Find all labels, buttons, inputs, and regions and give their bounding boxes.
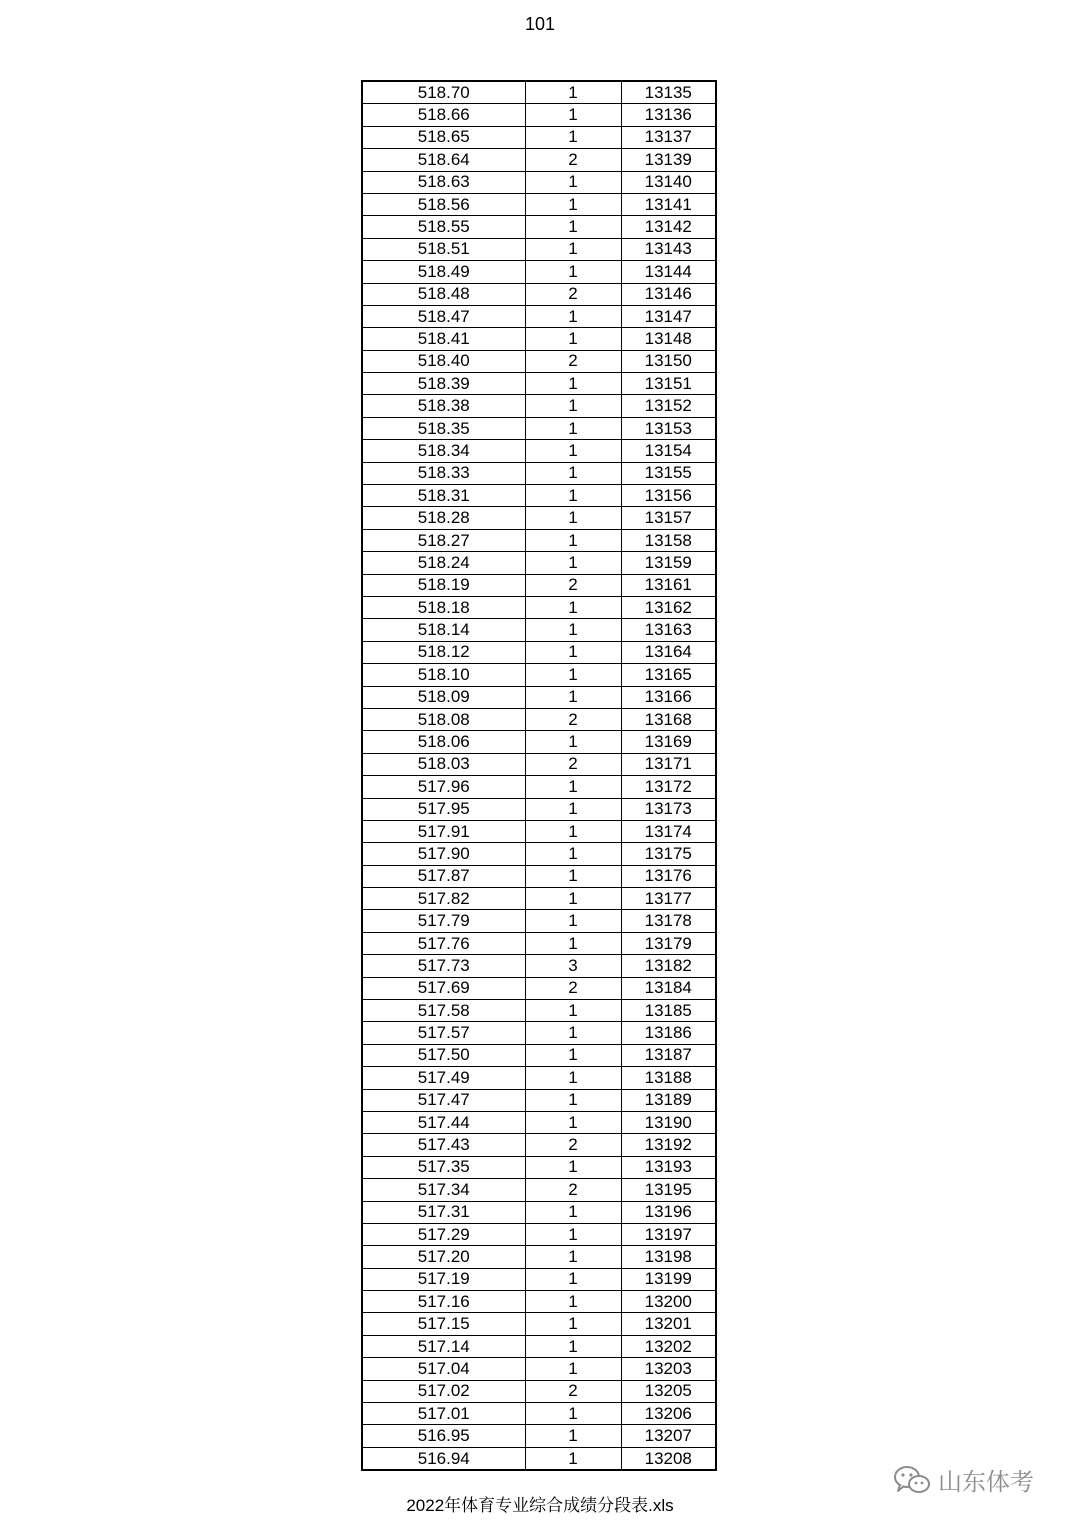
table-row: [362, 1156, 716, 1178]
count-cell: 1: [525, 1313, 621, 1335]
table-row: [362, 888, 716, 910]
cumulative-cell: 13190: [621, 1111, 716, 1133]
count-cell: 1: [525, 552, 621, 574]
score-cell: 517.04: [362, 1358, 525, 1380]
score-cell: 518.55: [362, 216, 525, 238]
cumulative-cell: 13207: [621, 1425, 716, 1447]
count-cell: 1: [525, 417, 621, 439]
table-row: [362, 731, 716, 753]
score-cell: 516.95: [362, 1425, 525, 1447]
count-cell: 1: [525, 731, 621, 753]
cumulative-cell: 13197: [621, 1223, 716, 1245]
table-row: [362, 238, 716, 260]
cumulative-cell: 13144: [621, 261, 716, 283]
cumulative-cell: 13173: [621, 798, 716, 820]
count-cell: 1: [525, 261, 621, 283]
table-row: [362, 305, 716, 327]
score-cell: 517.57: [362, 1022, 525, 1044]
table-row: [362, 395, 716, 417]
cumulative-cell: 13193: [621, 1156, 716, 1178]
table-row: [362, 1044, 716, 1066]
score-cell: 517.50: [362, 1044, 525, 1066]
count-cell: 2: [525, 574, 621, 596]
cumulative-cell: 13162: [621, 596, 716, 618]
cumulative-cell: 13172: [621, 776, 716, 798]
count-cell: 1: [525, 843, 621, 865]
table-row: [362, 910, 716, 932]
score-cell: 518.34: [362, 440, 525, 462]
table-row: [362, 1447, 716, 1470]
score-cell: 517.47: [362, 1089, 525, 1111]
table-row: [362, 1246, 716, 1268]
score-cell: 518.24: [362, 552, 525, 574]
score-cell: 518.70: [362, 81, 525, 104]
score-cell: 518.47: [362, 305, 525, 327]
cumulative-cell: 13147: [621, 305, 716, 327]
table-row: [362, 1089, 716, 1111]
score-cell: 518.18: [362, 596, 525, 618]
score-cell: 518.03: [362, 753, 525, 775]
cumulative-cell: 13187: [621, 1044, 716, 1066]
table-row: [362, 126, 716, 148]
score-cell: 517.15: [362, 1313, 525, 1335]
count-cell: 1: [525, 193, 621, 215]
cumulative-cell: 13150: [621, 350, 716, 372]
score-cell: 517.14: [362, 1335, 525, 1357]
count-cell: 1: [525, 485, 621, 507]
score-cell: 518.40: [362, 350, 525, 372]
score-cell: 517.16: [362, 1291, 525, 1313]
table-row: [362, 1291, 716, 1313]
score-cell: 517.19: [362, 1268, 525, 1290]
score-cell: 518.66: [362, 104, 525, 126]
table-row: [362, 1335, 716, 1357]
cumulative-cell: 13146: [621, 283, 716, 305]
table-row: [362, 977, 716, 999]
count-cell: 1: [525, 216, 621, 238]
table-row: [362, 820, 716, 842]
score-cell: 518.65: [362, 126, 525, 148]
table-row: [362, 1380, 716, 1402]
cumulative-cell: 13169: [621, 731, 716, 753]
table-row: [362, 1179, 716, 1201]
cumulative-cell: 13152: [621, 395, 716, 417]
table-body: [362, 81, 716, 1470]
score-cell: 517.82: [362, 888, 525, 910]
cumulative-cell: 13154: [621, 440, 716, 462]
table-row: [362, 193, 716, 215]
count-cell: 1: [525, 507, 621, 529]
table-row: [362, 373, 716, 395]
table-row: [362, 1358, 716, 1380]
count-cell: 1: [525, 104, 621, 126]
count-cell: 1: [525, 1111, 621, 1133]
score-cell: 518.27: [362, 529, 525, 551]
score-cell: 518.09: [362, 686, 525, 708]
table-row: [362, 1067, 716, 1089]
count-cell: 1: [525, 529, 621, 551]
cumulative-cell: 13165: [621, 664, 716, 686]
cumulative-cell: 13203: [621, 1358, 716, 1380]
count-cell: 1: [525, 1358, 621, 1380]
count-cell: 2: [525, 350, 621, 372]
score-cell: 517.44: [362, 1111, 525, 1133]
score-cell: 518.49: [362, 261, 525, 283]
count-cell: 2: [525, 1179, 621, 1201]
score-cell: 517.73: [362, 955, 525, 977]
cumulative-cell: 13179: [621, 932, 716, 954]
score-cell: 517.69: [362, 977, 525, 999]
cumulative-cell: 13192: [621, 1134, 716, 1156]
score-cell: 517.43: [362, 1134, 525, 1156]
score-cell: 517.31: [362, 1201, 525, 1223]
count-cell: 1: [525, 596, 621, 618]
cumulative-cell: 13158: [621, 529, 716, 551]
score-cell: 518.06: [362, 731, 525, 753]
count-cell: 1: [525, 1201, 621, 1223]
count-cell: 2: [525, 708, 621, 730]
cumulative-cell: 13184: [621, 977, 716, 999]
count-cell: 1: [525, 462, 621, 484]
watermark-text: 山东体考: [938, 1469, 1034, 1496]
count-cell: 1: [525, 305, 621, 327]
count-cell: 1: [525, 1335, 621, 1357]
table-row: [362, 1425, 716, 1447]
score-cell: 517.79: [362, 910, 525, 932]
count-cell: 1: [525, 238, 621, 260]
cumulative-cell: 13153: [621, 417, 716, 439]
count-cell: 1: [525, 865, 621, 887]
count-cell: 1: [525, 1000, 621, 1022]
table-row: [362, 1022, 716, 1044]
table-row: [362, 708, 716, 730]
score-cell: 518.56: [362, 193, 525, 215]
score-cell: 518.33: [362, 462, 525, 484]
score-cell: 518.35: [362, 417, 525, 439]
count-cell: 1: [525, 1223, 621, 1245]
cumulative-cell: 13159: [621, 552, 716, 574]
table-row: [362, 417, 716, 439]
table-row: [362, 261, 716, 283]
table-row: [362, 1201, 716, 1223]
table-row: [362, 1313, 716, 1335]
count-cell: 1: [525, 373, 621, 395]
cumulative-cell: 13185: [621, 1000, 716, 1022]
table-row: [362, 753, 716, 775]
count-cell: 1: [525, 1403, 621, 1425]
cumulative-cell: 13166: [621, 686, 716, 708]
score-cell: 517.96: [362, 776, 525, 798]
count-cell: 1: [525, 932, 621, 954]
count-cell: 1: [525, 686, 621, 708]
cumulative-cell: 13135: [621, 81, 716, 104]
count-cell: 2: [525, 149, 621, 171]
table-row: [362, 440, 716, 462]
table-row: [362, 574, 716, 596]
score-cell: 517.91: [362, 820, 525, 842]
table-row: [362, 529, 716, 551]
score-cell: 518.10: [362, 664, 525, 686]
score-cell: 518.19: [362, 574, 525, 596]
cumulative-cell: 13205: [621, 1380, 716, 1402]
cumulative-cell: 13200: [621, 1291, 716, 1313]
cumulative-cell: 13163: [621, 619, 716, 641]
cumulative-cell: 13143: [621, 238, 716, 260]
score-cell: 518.38: [362, 395, 525, 417]
cumulative-cell: 13139: [621, 149, 716, 171]
cumulative-cell: 13182: [621, 955, 716, 977]
score-cell: 518.41: [362, 328, 525, 350]
cumulative-cell: 13140: [621, 171, 716, 193]
count-cell: 1: [525, 1425, 621, 1447]
table-row: [362, 1111, 716, 1133]
table-row: [362, 216, 716, 238]
count-cell: 1: [525, 664, 621, 686]
table-row: [362, 552, 716, 574]
cumulative-cell: 13151: [621, 373, 716, 395]
footer-filename: 2022年体育专业综合成绩分段表.xls: [406, 1496, 674, 1515]
wechat-icon: [892, 1464, 932, 1496]
score-cell: 517.01: [362, 1403, 525, 1425]
cumulative-cell: 13141: [621, 193, 716, 215]
count-cell: 1: [525, 1022, 621, 1044]
count-cell: 1: [525, 81, 621, 104]
cumulative-cell: 13202: [621, 1335, 716, 1357]
cumulative-cell: 13161: [621, 574, 716, 596]
table-row: [362, 641, 716, 663]
count-cell: 1: [525, 776, 621, 798]
table-row: [362, 798, 716, 820]
count-cell: 1: [525, 395, 621, 417]
score-cell: 518.39: [362, 373, 525, 395]
table-row: [362, 686, 716, 708]
score-cell: 518.08: [362, 708, 525, 730]
score-cell: 517.29: [362, 1223, 525, 1245]
cumulative-cell: 13142: [621, 216, 716, 238]
score-cell: 517.02: [362, 1380, 525, 1402]
count-cell: 2: [525, 753, 621, 775]
table-row: [362, 283, 716, 305]
table-row: [362, 596, 716, 618]
table-row: [362, 1223, 716, 1245]
count-cell: 1: [525, 1067, 621, 1089]
cumulative-cell: 13196: [621, 1201, 716, 1223]
score-cell: 517.49: [362, 1067, 525, 1089]
score-cell: 517.34: [362, 1179, 525, 1201]
cumulative-cell: 13157: [621, 507, 716, 529]
table-row: [362, 462, 716, 484]
cumulative-cell: 13188: [621, 1067, 716, 1089]
table-row: [362, 776, 716, 798]
cumulative-cell: 13174: [621, 820, 716, 842]
count-cell: 1: [525, 619, 621, 641]
cumulative-cell: 13175: [621, 843, 716, 865]
count-cell: 1: [525, 888, 621, 910]
score-cell: 518.63: [362, 171, 525, 193]
count-cell: 1: [525, 798, 621, 820]
score-cell: 518.51: [362, 238, 525, 260]
count-cell: 1: [525, 1291, 621, 1313]
score-cell: 518.28: [362, 507, 525, 529]
table-row: [362, 485, 716, 507]
score-cell: 518.14: [362, 619, 525, 641]
cumulative-cell: 13155: [621, 462, 716, 484]
table-row: [362, 664, 716, 686]
cumulative-cell: 13208: [621, 1447, 716, 1470]
score-distribution-table: [361, 80, 717, 1471]
table-row: [362, 955, 716, 977]
cumulative-cell: 13168: [621, 708, 716, 730]
cumulative-cell: 13201: [621, 1313, 716, 1335]
score-cell: 517.90: [362, 843, 525, 865]
cumulative-cell: 13177: [621, 888, 716, 910]
cumulative-cell: 13189: [621, 1089, 716, 1111]
table-row: [362, 104, 716, 126]
count-cell: 1: [525, 1089, 621, 1111]
watermark: [892, 1462, 1034, 1497]
score-cell: 518.64: [362, 149, 525, 171]
cumulative-cell: 13206: [621, 1403, 716, 1425]
count-cell: 2: [525, 1134, 621, 1156]
count-cell: 1: [525, 820, 621, 842]
cumulative-cell: 13164: [621, 641, 716, 663]
count-cell: 1: [525, 1044, 621, 1066]
count-cell: 2: [525, 977, 621, 999]
cumulative-cell: 13186: [621, 1022, 716, 1044]
score-cell: 518.48: [362, 283, 525, 305]
table-row: [362, 932, 716, 954]
score-cell: 518.31: [362, 485, 525, 507]
count-cell: 1: [525, 171, 621, 193]
table-row: [362, 328, 716, 350]
page-number: 101: [524, 14, 556, 34]
count-cell: 1: [525, 126, 621, 148]
count-cell: 1: [525, 1246, 621, 1268]
count-cell: 1: [525, 440, 621, 462]
count-cell: 1: [525, 1447, 621, 1470]
cumulative-cell: 13195: [621, 1179, 716, 1201]
count-cell: 1: [525, 910, 621, 932]
score-cell: 516.94: [362, 1447, 525, 1470]
score-cell: 517.20: [362, 1246, 525, 1268]
count-cell: 3: [525, 955, 621, 977]
table-row: [362, 171, 716, 193]
cumulative-cell: 13148: [621, 328, 716, 350]
score-cell: 517.95: [362, 798, 525, 820]
cumulative-cell: 13137: [621, 126, 716, 148]
count-cell: 1: [525, 641, 621, 663]
table-row: [362, 619, 716, 641]
table-row: [362, 350, 716, 372]
score-cell: 517.58: [362, 1000, 525, 1022]
cumulative-cell: 13156: [621, 485, 716, 507]
table-row: [362, 1268, 716, 1290]
cumulative-cell: 13198: [621, 1246, 716, 1268]
score-cell: 517.35: [362, 1156, 525, 1178]
count-cell: 2: [525, 1380, 621, 1402]
score-cell: 517.76: [362, 932, 525, 954]
score-cell: 517.87: [362, 865, 525, 887]
cumulative-cell: 13176: [621, 865, 716, 887]
count-cell: 1: [525, 1268, 621, 1290]
table-row: [362, 507, 716, 529]
table-row: [362, 1000, 716, 1022]
count-cell: 1: [525, 1156, 621, 1178]
table-row: [362, 865, 716, 887]
score-cell: 518.12: [362, 641, 525, 663]
table-row: [362, 149, 716, 171]
cumulative-cell: 13136: [621, 104, 716, 126]
cumulative-cell: 13171: [621, 753, 716, 775]
table-row: [362, 81, 716, 104]
cumulative-cell: 13199: [621, 1268, 716, 1290]
table-row: [362, 843, 716, 865]
table-row: [362, 1403, 716, 1425]
count-cell: 1: [525, 328, 621, 350]
cumulative-cell: 13178: [621, 910, 716, 932]
table-row: [362, 1134, 716, 1156]
count-cell: 2: [525, 283, 621, 305]
